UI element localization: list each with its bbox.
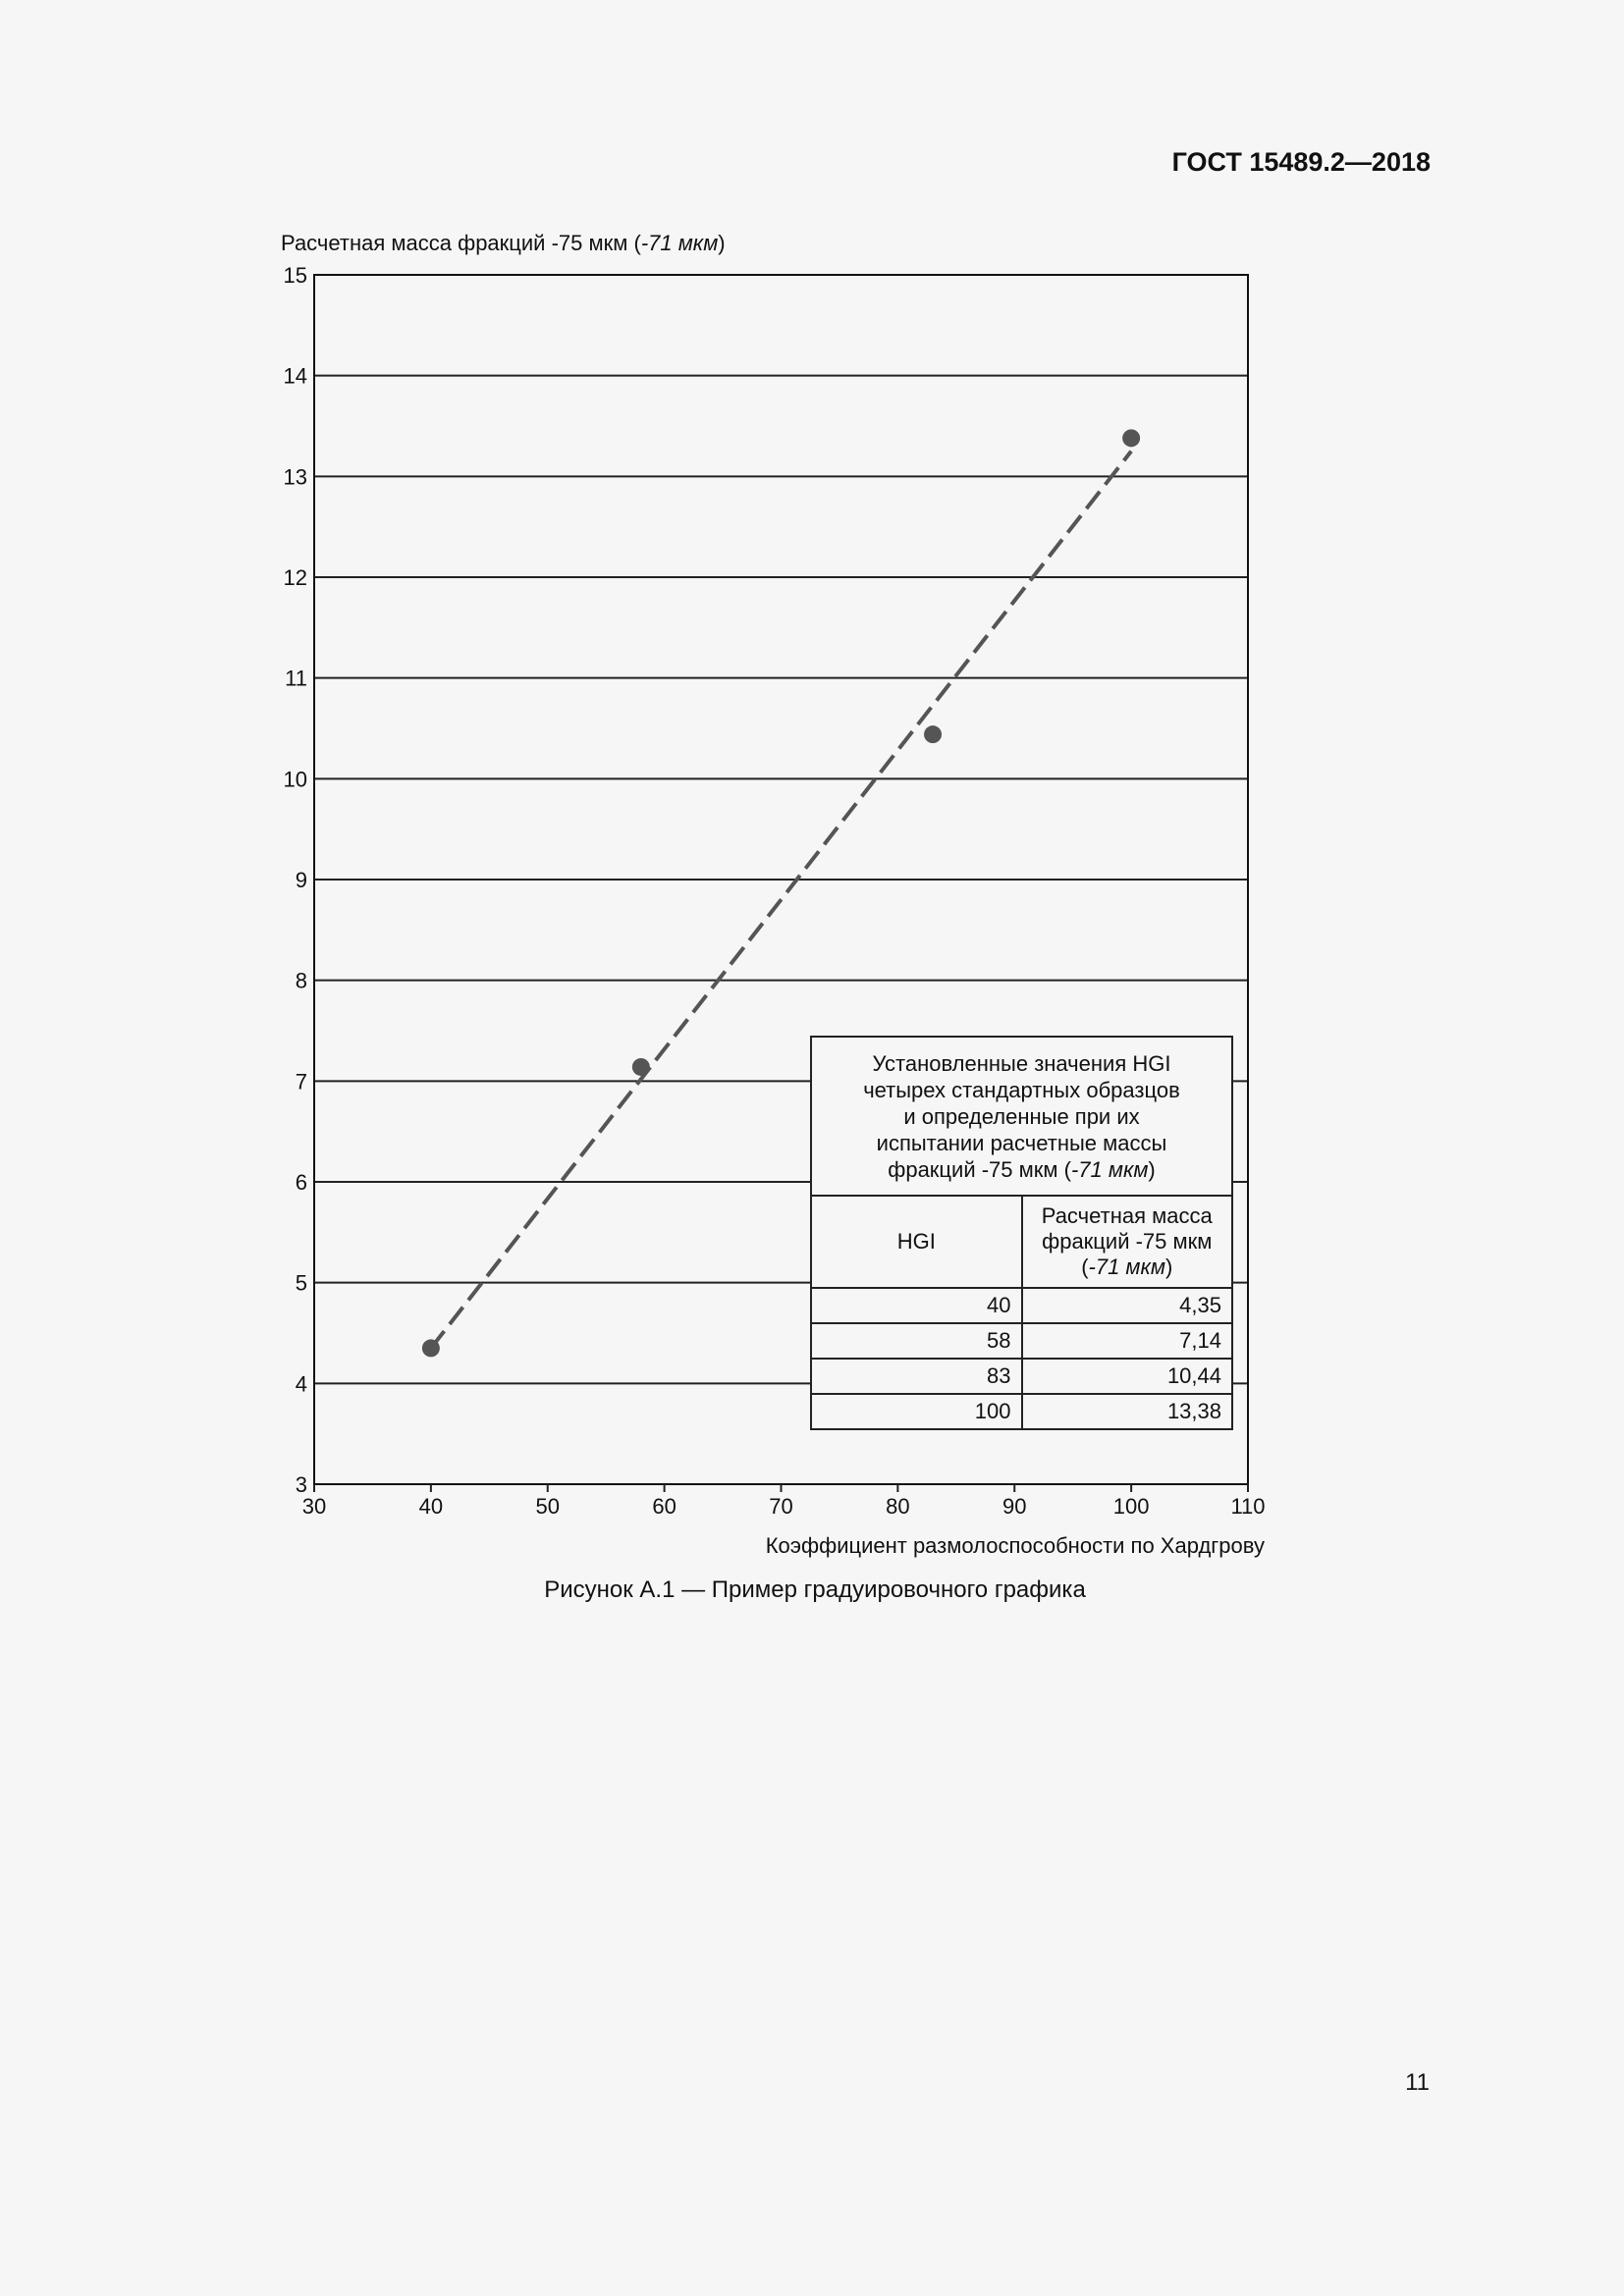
table-row bbox=[811, 1323, 1232, 1359]
cell-hgi: 100 bbox=[811, 1394, 1022, 1429]
legend-title-line-3: и определенные при их bbox=[903, 1103, 1140, 1129]
x-tick-label-80: 80 bbox=[886, 1494, 910, 1519]
data-point-58 bbox=[632, 1058, 650, 1076]
page-number: 11 bbox=[1405, 2069, 1430, 2096]
x-tick-label-40: 40 bbox=[418, 1494, 444, 1519]
legend-title-line-1: Установленные значения HGI bbox=[872, 1050, 1171, 1076]
document-id: ГОСТ 15489.2—2018 bbox=[1171, 147, 1431, 177]
y-tick-label-15: 15 bbox=[283, 263, 307, 288]
y-tick-label-4: 4 bbox=[295, 1371, 307, 1397]
x-tick-label-90: 90 bbox=[1002, 1494, 1027, 1519]
y-tick-label-8: 8 bbox=[295, 968, 307, 993]
figure-caption: Рисунок А.1 — Пример градуировочного графика bbox=[544, 1576, 1086, 1603]
y-tick-labels bbox=[284, 263, 307, 1497]
data-point-83 bbox=[924, 725, 942, 743]
legend-title-line-5: фракций -75 мкм (-71 мкм) bbox=[888, 1156, 1156, 1182]
y-tick-label-13: 13 bbox=[283, 464, 307, 490]
legend-table-title bbox=[811, 1037, 1232, 1196]
y-tick-label-6: 6 bbox=[295, 1170, 307, 1195]
x-tick-labels bbox=[302, 1484, 1266, 1519]
legend-col-hgi: HGI bbox=[811, 1196, 1022, 1288]
cell-hgi: 83 bbox=[811, 1359, 1022, 1394]
data-point-100 bbox=[1122, 429, 1140, 447]
table-row bbox=[811, 1394, 1232, 1429]
y-tick-label-14: 14 bbox=[283, 363, 307, 389]
y-tick-label-10: 10 bbox=[283, 767, 307, 792]
y-axis-label: Расчетная масса фракций -75 мкм (-71 мкм) bbox=[281, 231, 726, 255]
legend-col-mass: Расчетная масса фракций -75 мкм (-71 мкм) bbox=[1022, 1196, 1233, 1288]
legend-title-line-2: четырех стандартных образцов bbox=[863, 1077, 1180, 1102]
table-row bbox=[811, 1288, 1232, 1323]
y-tick-label-5: 5 bbox=[295, 1270, 307, 1296]
x-tick-label-60: 60 bbox=[652, 1494, 677, 1519]
y-tick-label-9: 9 bbox=[295, 868, 307, 892]
y-tick-label-12: 12 bbox=[283, 565, 307, 590]
legend-table bbox=[810, 1036, 1233, 1430]
y-tick-label-3: 3 bbox=[295, 1472, 307, 1497]
cell-mass: 13,38 bbox=[1022, 1394, 1233, 1429]
x-tick-label-110: 110 bbox=[1230, 1494, 1266, 1519]
data-point-40 bbox=[422, 1339, 440, 1357]
x-tick-label-50: 50 bbox=[535, 1494, 560, 1519]
x-tick-label-100: 100 bbox=[1112, 1494, 1150, 1519]
x-tick-label-30: 30 bbox=[301, 1494, 327, 1519]
y-tick-label-7: 7 bbox=[295, 1069, 307, 1095]
legend-title-line-4: испытании расчетные массы bbox=[876, 1130, 1167, 1155]
cell-mass: 4,35 bbox=[1022, 1288, 1233, 1323]
cell-hgi: 40 bbox=[811, 1288, 1022, 1323]
cell-mass: 7,14 bbox=[1022, 1323, 1233, 1359]
table-row bbox=[811, 1359, 1232, 1394]
x-axis-label: Коэффициент размолоспособности по Хардгрову bbox=[765, 1533, 1265, 1558]
cell-mass: 10,44 bbox=[1022, 1359, 1233, 1394]
cell-hgi: 58 bbox=[811, 1323, 1022, 1359]
y-tick-label-11: 11 bbox=[285, 666, 307, 691]
x-tick-label-70: 70 bbox=[769, 1494, 793, 1519]
